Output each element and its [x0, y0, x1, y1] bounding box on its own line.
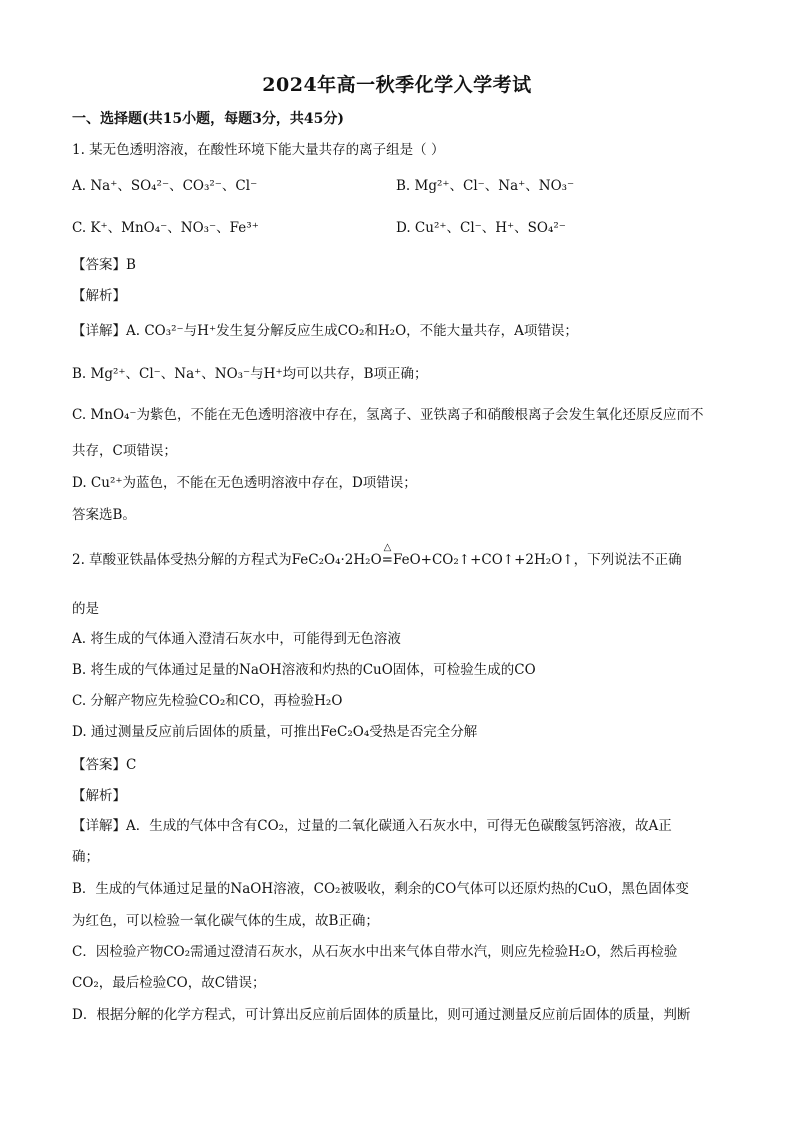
q2-stem [72, 542, 682, 569]
q1-detail-1: 【详解】A. CO₃²⁻与H⁺发生复分解反应生成CO₂和H₂O，不能大量共存，A项错误； [72, 323, 578, 339]
q1-option-d: D. Cu²⁺、Cl⁻、H⁺、SO₄²⁻ [396, 220, 566, 236]
q2-analysis-label: 【解析】 [72, 788, 126, 804]
q1-stem: 1. 某无色透明溶液，在酸性环境下能大量共存的离子组是（ ） [72, 142, 445, 158]
q1-detail-5: D. Cu²⁺为蓝色，不能在无色透明溶液中存在，D项错误； [72, 475, 417, 491]
q2-stem-prefix: 2. 草酸亚铁晶体受热分解的方程式为 [72, 552, 292, 568]
q2-detail-3: B．生成的气体通过足量的NaOH溶液，CO₂被吸收，剩余的CO气体可以还原灼热的CuO，黑色固体变 [72, 881, 689, 897]
q2-equation-left: FeC₂O₄·2H₂O [291, 552, 382, 568]
q2-option-c: C. 分解产物应先检验CO₂和CO，再检验H₂O [72, 693, 343, 709]
q2-option-a: A. 将生成的气体通入澄清石灰水中，可能得到无色溶液 [72, 631, 401, 647]
q2-stem-cont: 的是 [72, 601, 99, 617]
section-heading: 一、选择题(共15小题，每题3分，共45分) [72, 111, 344, 127]
q1-detail-4: 共存，C项错误； [72, 443, 177, 459]
q2-detail-4: 为红色，可以检验一氧化碳气体的生成，故B正确； [72, 913, 379, 929]
q1-option-b: B. Mg²⁺、Cl⁻、Na⁺、NO₃⁻ [396, 178, 575, 194]
q2-detail-5: C．因检验产物CO₂需通过澄清石灰水，从石灰水中出来气体自带水汽，则应先检验H₂O，然后再检验 [72, 944, 678, 960]
q2-option-b: B. 将生成的气体通过足量的NaOH溶液和灼热的CuO固体，可检验生成的CO [72, 662, 536, 678]
page-title: 2024年高一秋季化学入学考试 [262, 74, 532, 96]
q2-detail-6: CO₂，最后检验CO，故C错误； [72, 975, 266, 991]
q2-option-d: D. 通过测量反应前后固体的质量，可推出FeC₂O₄受热是否完全分解 [72, 724, 478, 740]
delta-icon: △ [383, 542, 392, 553]
q1-detail-3: C. MnO₄⁻为紫色，不能在无色透明溶液中存在，氢离子、亚铁离子和硝酸根离子会发生氧化还原反应而不 [72, 407, 704, 423]
q2-detail-1: 【详解】A．生成的气体中含有CO₂，过量的二氧化碳通入石灰水中，可得无色碳酸氢钙溶液，故A正 [72, 818, 672, 834]
q2-equation-right: FeO+CO₂↑+CO↑+2H₂O↑ [392, 552, 574, 568]
q2-answer: 【答案】C [72, 757, 137, 773]
q1-detail-6: 答案选B。 [72, 507, 136, 523]
q1-option-c: C. K⁺、MnO₄⁻、NO₃⁻、Fe³⁺ [72, 220, 259, 236]
q1-detail-2: B. Mg²⁺、Cl⁻、Na⁺、NO₃⁻与H⁺均可以共存，B项正确； [72, 366, 428, 382]
q2-stem-suffix: ，下列说法不正确 [573, 552, 682, 568]
q1-answer: 【答案】B [72, 257, 136, 273]
q2-detail-7: D．根据分解的化学方程式，可计算出反应前后固体的质量比，则可通过测量反应前后固体的质量，判断 [72, 1007, 691, 1023]
q2-detail-2: 确； [72, 849, 99, 865]
q1-analysis-label: 【解析】 [72, 288, 126, 304]
q1-option-a: A. Na⁺、SO₄²⁻、CO₃²⁻、Cl⁻ [72, 178, 258, 194]
q2-equation-condition: △ = [382, 551, 393, 569]
